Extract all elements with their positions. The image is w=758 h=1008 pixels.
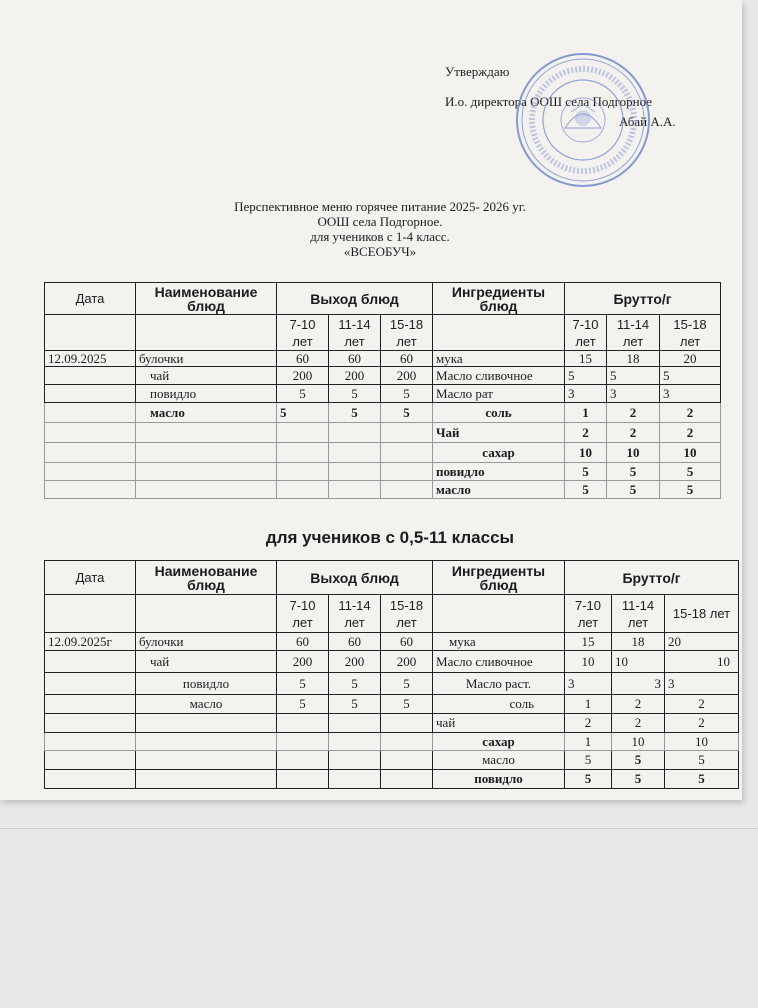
age-7-10: 7-10 лет	[277, 595, 329, 633]
approval-position: И.о. директора ООШ села Подгорное	[445, 94, 653, 109]
section-subtitle: для учеников с 0,5-11 классы	[265, 528, 515, 547]
table-row: повидло 5 5 5	[45, 770, 739, 789]
approval-name: Абай А.А.	[619, 114, 676, 129]
approval-block	[445, 64, 676, 129]
table-row: 12.09.2025г булочки 60 60 60 мука 15 18 20	[45, 633, 739, 651]
age-15-18: 15-18 лет	[381, 595, 433, 633]
header-gross: Брутто/г	[565, 561, 739, 595]
age-15-18: 15-18 лет	[381, 315, 433, 351]
table-row: масло 5 5 5 соль 1 2 2	[45, 695, 739, 714]
table-row: повидло 5 5 5	[45, 463, 721, 481]
title-line-3: для учеников с 1-4 класс.	[310, 229, 450, 244]
header-date: Дата	[45, 561, 136, 595]
age-15-18: 15-18 лет	[660, 315, 721, 351]
age-11-14: 11-14 лет	[329, 595, 381, 633]
age-11-14: 11-14 лет	[612, 595, 665, 633]
table-row: чай 200 200 200 Масло сливочное 5 5 5	[45, 367, 721, 385]
table-row: повидло 5 5 5 Масло раст. 3 3 3	[45, 673, 739, 695]
header-gross: Брутто/г	[565, 283, 721, 315]
title-line-4: «ВСЕОБУЧ»	[343, 244, 417, 259]
header-date: Дата	[45, 283, 136, 315]
table-row: масло 5 5 5	[45, 751, 739, 770]
approval-title: Утверждаю	[445, 64, 510, 79]
age-7-10: 7-10 лет	[277, 315, 329, 351]
table-row: сахар 1 10 10	[45, 733, 739, 751]
title-line-1: Перспективное меню горячее питание 2025- 2026 уг.	[234, 199, 526, 214]
header-dish: Наименование блюд	[136, 561, 277, 595]
table-row: сахар 10 10 10	[45, 443, 721, 463]
header-dish: Наименование блюд	[136, 283, 277, 315]
table-row: 12.09.2025 булочки 60 60 60 мука 15 18 20	[45, 351, 721, 367]
page-edge-line	[0, 828, 758, 829]
age-15-18: 15-18 лет	[665, 595, 739, 633]
header-output: Выход блюд	[277, 283, 433, 315]
table-row: Чай 2 2 2	[45, 423, 721, 443]
menu-table-grades-0-5-11	[44, 560, 739, 789]
age-7-10: 7-10 лет	[565, 595, 612, 633]
header-ingredients: Ингредиенты блюд	[433, 561, 565, 595]
table-row: масло 5 5 5	[45, 481, 721, 499]
age-11-14: 11-14 лет	[607, 315, 660, 351]
menu-table-grades-1-4	[44, 282, 721, 499]
seal-stamp-icon	[513, 50, 653, 190]
header-output: Выход блюд	[277, 561, 433, 595]
table-row: чай 2 2 2	[45, 714, 739, 733]
header-ingredients: Ингредиенты блюд	[433, 283, 565, 315]
title-line-2: ООШ села Подгорное.	[317, 214, 443, 229]
table-row: чай 200 200 200 Масло сливочное 10 10 10	[45, 651, 739, 673]
table-row: масло 5 5 5 соль 1 2 2	[45, 403, 721, 423]
age-11-14: 11-14 лет	[329, 315, 381, 351]
document-title	[150, 199, 610, 259]
age-7-10: 7-10 лет	[565, 315, 607, 351]
table-row: повидло 5 5 5 Масло рат 3 3 3	[45, 385, 721, 403]
